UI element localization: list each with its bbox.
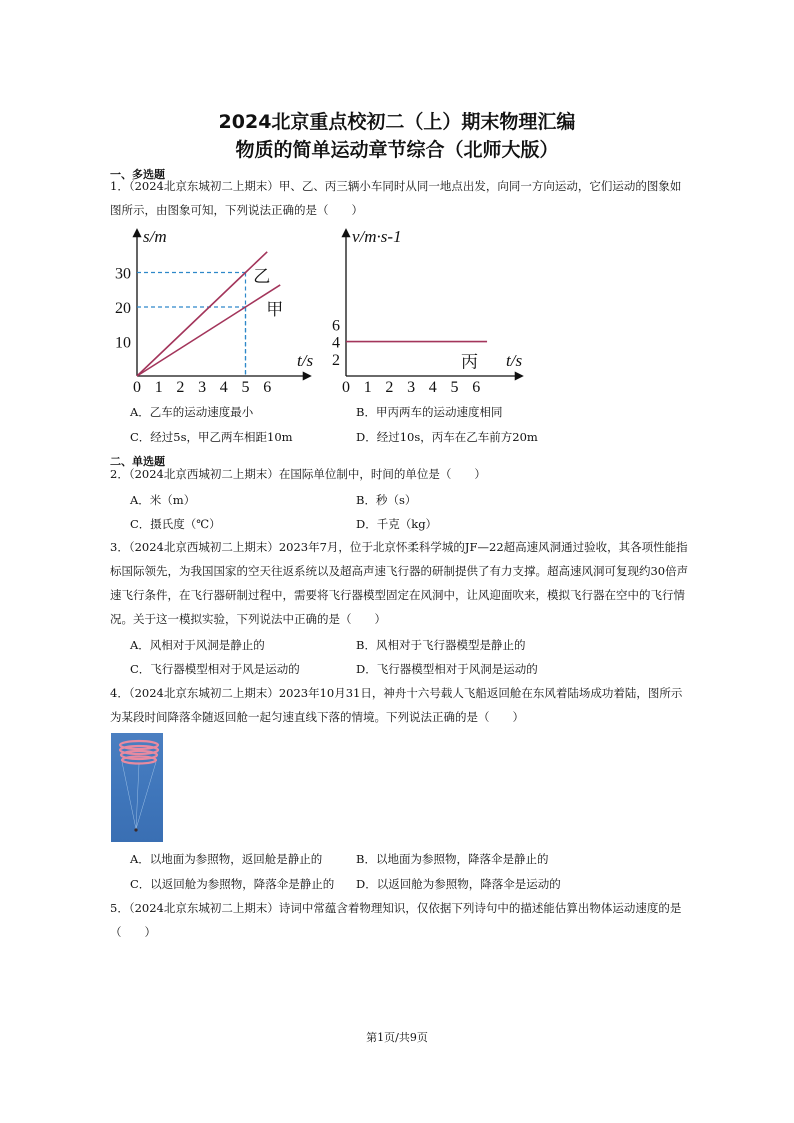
chart2-y-tick-6: 6	[332, 317, 340, 335]
q3-option-c[interactable]: C．飞行器模型相对于风是运动的	[130, 662, 300, 676]
chart2-x-tick-2: 2	[385, 379, 394, 394]
q2-option-c[interactable]: C．摄氏度（℃）	[130, 517, 221, 531]
chart1-series-0-label: 乙	[253, 266, 271, 286]
q3-option-a[interactable]: A．风相对于风洞是静止的	[130, 638, 265, 652]
q3-option-b[interactable]: B．风相对于飞行器模型是静止的	[356, 638, 526, 652]
question-1-figure	[108, 222, 548, 398]
parachute-illustration	[111, 733, 163, 842]
parachute-photo	[111, 733, 163, 842]
chart2-x-label: t/s	[506, 351, 523, 370]
question-2: 2．（2024北京西城初二上期末）在国际单位制中，时间的单位是（ ）	[110, 467, 486, 481]
chart2-y-tick-2: 2	[332, 351, 340, 369]
chart2-x-tick-1: 1	[363, 379, 372, 394]
chart1-y-label: s/m	[143, 227, 167, 246]
q3-option-d[interactable]: D．飞行器模型相对于风洞是运动的	[356, 662, 538, 676]
q1-option-d[interactable]: D．经过10s，丙车在乙车前方20m	[356, 430, 538, 444]
q4-option-b[interactable]: B．以地面为参照物，降落伞是静止的	[356, 852, 549, 866]
section-single-choice: 二、单选题	[110, 455, 165, 468]
chart1-x-tick-3: 3	[198, 379, 207, 394]
chart1-series-0-line	[137, 252, 267, 376]
question-5: 5．（2024北京东城初二上期末）诗词中常蕴含着物理知识，仅依据下列诗句中的描述能估算出物体运动速度的是（ ）	[110, 901, 682, 939]
q2-option-a[interactable]: A．米（m）	[130, 493, 196, 507]
q2-option-d[interactable]: D．千克（kg）	[356, 517, 438, 531]
question-3: 3．（2024北京西城初二上期末）2023年7月，位于北京怀柔科学城的JF—22超高速风洞通过验收，其各项性能指标国际领先，为我国国家的空天往返系统以及超高声速飞行器的研制提供了有力支撑。超高速风洞可复现约30倍声速飞行条件，在飞行器研制过程中，需要将飞行器模型固定在风洞中，让风迎面吹来，模拟飞行器在空中的飞行情况。关于这一模拟实验，下列说法中正确的是（ ）	[110, 540, 689, 626]
chart2-series-0-label: 丙	[461, 352, 479, 372]
chart1-series-1-line	[137, 285, 280, 376]
q4-option-c[interactable]: C．以返回舱为参照物，降落伞是静止的	[130, 877, 335, 891]
chart2-x-tick-0: 0	[342, 379, 350, 394]
chart1-y-tick-10: 10	[115, 334, 131, 352]
q2-option-b[interactable]: B．秒（s）	[356, 493, 417, 507]
chart1-y-tick-20: 20	[115, 300, 131, 317]
question-1: 1．（2024北京东城初二上期末）甲、乙、丙三辆小车同时从同一地点出发，向同一方向运动，它们运动的图象如图所示，由图象可知，下列说法正确的是（ ）	[110, 179, 682, 217]
chart1-x-tick-1: 1	[154, 379, 163, 394]
chart1-x-tick-4: 4	[219, 379, 228, 394]
chart2-y-label: v/m·s-1	[352, 227, 402, 246]
chart2-x-tick-3: 3	[407, 379, 416, 394]
chart1-x-tick-5: 5	[241, 379, 250, 394]
doc-title-line1: 2024北京重点校初二（上）期末物理汇编	[218, 111, 576, 133]
chart2-y-tick-4: 4	[332, 334, 340, 352]
doc-title-line2: 物质的简单运动章节综合（北师大版）	[235, 139, 559, 161]
chart2-x-tick-5: 5	[450, 379, 459, 394]
chart1-series-1-label: 甲	[266, 299, 284, 319]
motion-graphs	[108, 222, 548, 394]
chart1-y-tick-30: 30	[115, 265, 131, 283]
q1-option-b[interactable]: B．甲丙两车的运动速度相同	[356, 405, 503, 419]
q1-option-a[interactable]: A．乙车的运动速度最小	[130, 405, 254, 419]
chart1-x-label: t/s	[297, 351, 314, 370]
chart2-x-tick-4: 4	[428, 379, 437, 394]
question-4: 4．（2024北京东城初二上期末）2023年10月31日，神舟十六号载人飞船返回舱在东风着陆场成功着陆，图所示为某段时间降落伞随返回舱一起匀速直线下落的情境。下列说法正确的是（ ）	[110, 686, 683, 724]
q1-option-c[interactable]: C．经过5s，甲乙两车相距10m	[130, 430, 293, 444]
chart2-x-tick-6: 6	[472, 379, 481, 394]
page-footer: 第1页/共9页	[366, 1031, 428, 1044]
section-multi-choice: 一、多选题	[110, 168, 165, 181]
chart1-x-tick-0: 0	[133, 379, 141, 394]
chart1-x-tick-6: 6	[263, 379, 272, 394]
q4-option-a[interactable]: A．以地面为参照物，返回舱是静止的	[130, 852, 323, 866]
chart1-x-tick-2: 2	[176, 379, 185, 394]
q4-option-d[interactable]: D．以返回舱为参照物，降落伞是运动的	[356, 877, 561, 891]
